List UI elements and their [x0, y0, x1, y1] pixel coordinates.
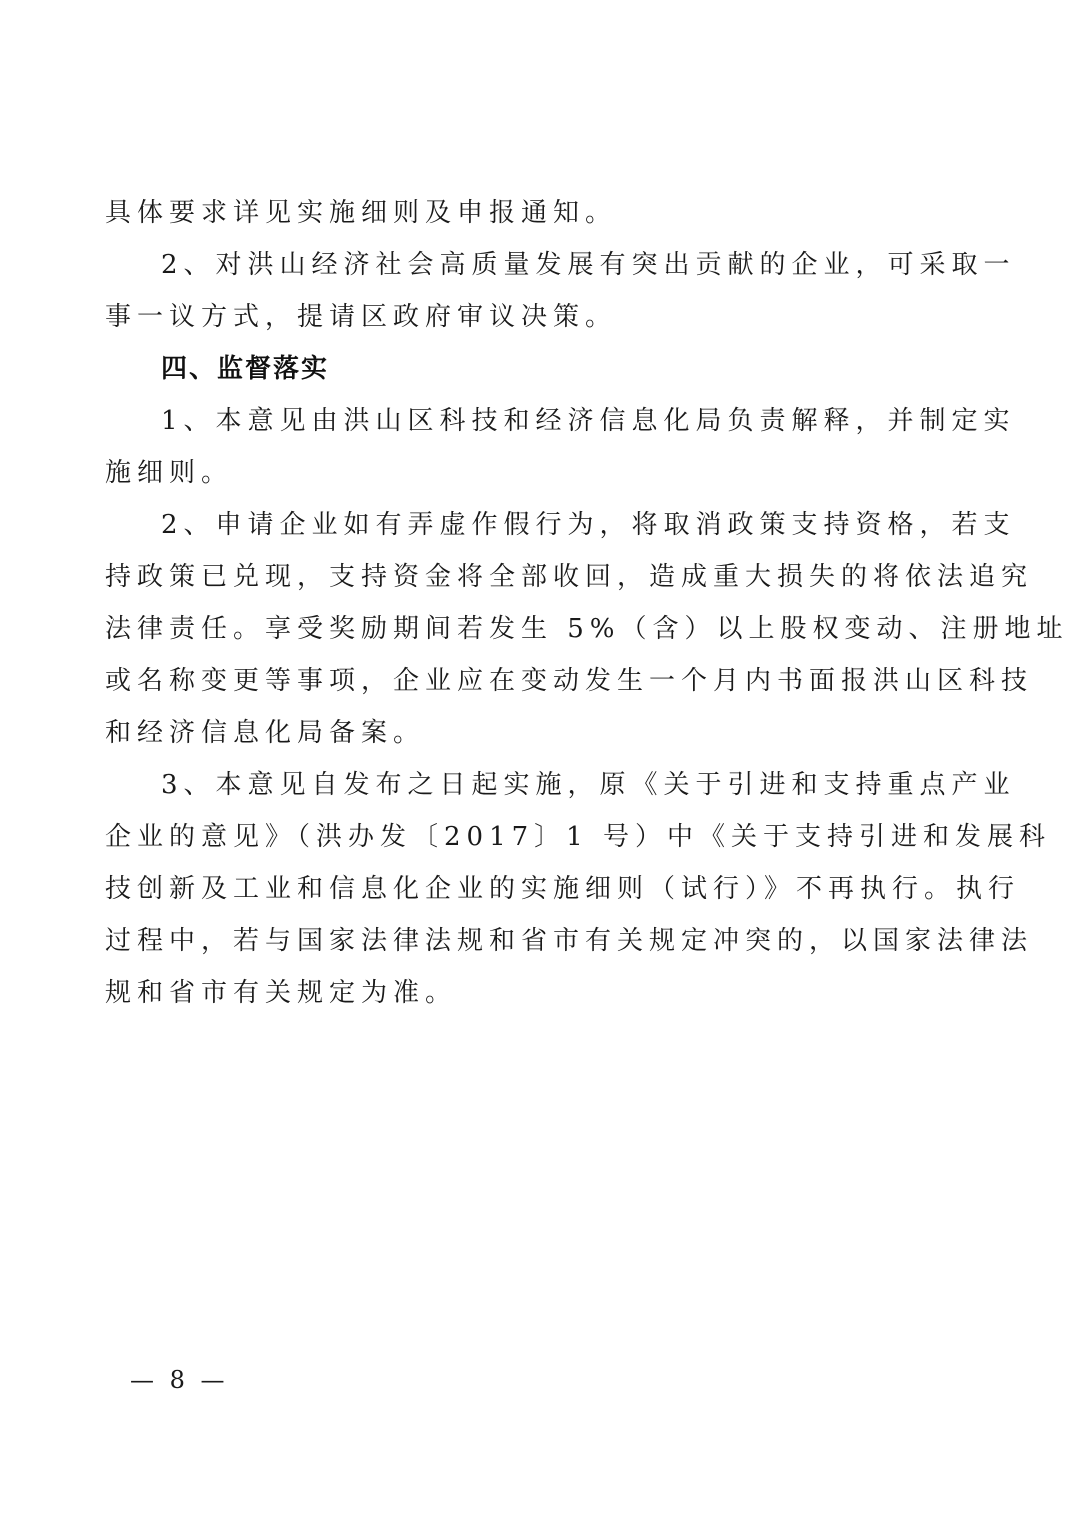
paragraph-line: 和经济信息化局备案。	[105, 718, 426, 748]
paragraph-line: 法律责任。享受奖励期间若发生 5%（含）以上股权变动、注册地址	[105, 614, 1069, 644]
document-body	[105, 187, 1069, 1019]
paragraph-line: 或名称变更等事项，企业应在变动发生一个月内书面报洪山区科技	[105, 666, 1034, 696]
paragraph-line: 过程中，若与国家法律法规和省市有关规定冲突的，以国家法律法	[105, 926, 1034, 956]
paragraph-line: 2、申请企业如有弄虚作假行为，将取消政策支持资格，若支	[161, 510, 1016, 540]
paragraph-line: 技创新及工业和信息化企业的实施细则（试行）》不再执行。执行	[105, 874, 1021, 904]
paragraph-line: 3、本意见自发布之日起实施，原《关于引进和支持重点产业	[161, 770, 1016, 800]
paragraph-line: 1、本意见由洪山区科技和经济信息化局负责解释，并制定实	[161, 406, 1016, 436]
paragraph-line: 规和省市有关规定为准。	[105, 978, 458, 1008]
paragraph-line: 持政策已兑现，支持资金将全部收回，造成重大损失的将依法追究	[105, 562, 1034, 592]
paragraph-line: 具体要求详见实施细则及申报通知。	[105, 198, 618, 228]
paragraph-line: 事一议方式，提请区政府审议决策。	[105, 302, 618, 332]
section-heading: 四、监督落实	[161, 354, 330, 384]
paragraph-line: 施细则。	[105, 458, 234, 488]
paragraph-line: 2、对洪山经济社会高质量发展有突出贡献的企业，可采取一	[161, 250, 1016, 280]
paragraph-line: 企业的意见》（洪办发〔2017〕1 号）中《关于支持引进和发展科	[105, 822, 1051, 852]
page-number: — 8 —	[130, 1366, 229, 1394]
